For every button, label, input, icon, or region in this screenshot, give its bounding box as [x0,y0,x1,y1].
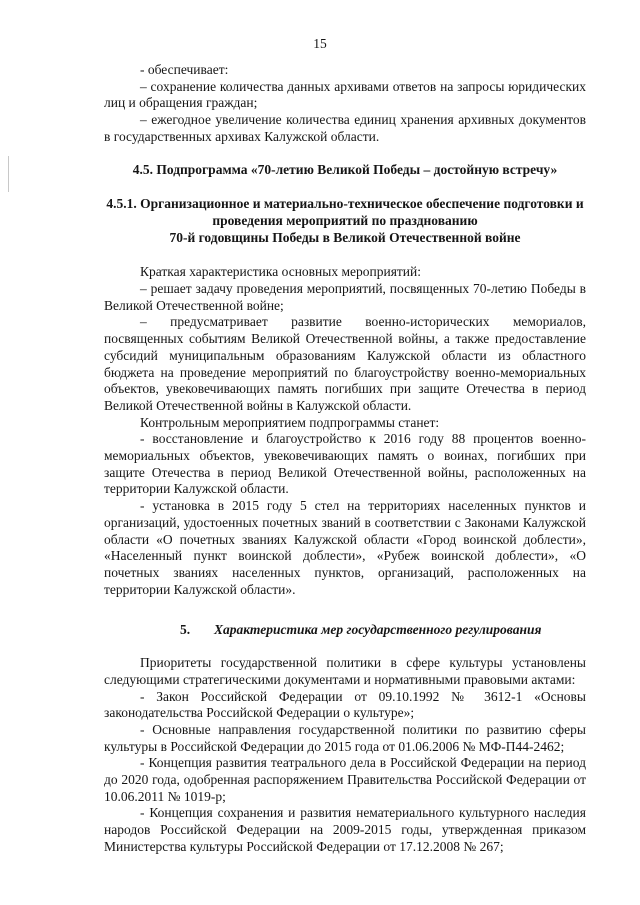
paragraph: - Основные направления государственной политики по развитию сферы культуры в Российской Федерации до 2015 года от 01.06.2006 № МФ-П44-2462; [104,721,586,754]
paragraph: - Закон Российской Федерации от 09.10.1992 № 3612-1 «Основы законодательства Российской Федерации о культуре»; [104,688,586,721]
section-5-heading [104,622,586,639]
paragraph: - восстановление и благоустройство к 2016 году 88 процентов военно-мемориальных объектов, увековечивающих память о воинах, погибших при защите Отечества в период Великой Отечественной войны, расположенных на территории Калужской области. [104,431,586,497]
paragraph: Контрольным мероприятием подпрограммы станет: [140,414,440,430]
heading-4-5-1-line2: проведения мероприятий по празднованию [212,212,478,228]
section-5-title: Характеристика мер государственного регулирования [214,622,542,638]
heading-4-5-1-line1: 4.5.1. Организационное и материально-техническое обеспечение подготовки и [106,196,584,212]
heading-4-5: 4.5. Подпрограмма «70-летию Великой Победы – достойную встречу» [132,161,558,177]
paragraph: - Концепция сохранения и развития нематериального культурного наследия народов Российской Федерации на 2009-2015 годы, утвержденная приказом Министерства культуры Российской Федерации от 17.12.2008 № 267; [104,805,586,854]
paragraph: – решает задачу проведения мероприятий, посвященных 70-летию Победы в Великой Отечественной войне; [104,281,586,313]
paragraph: – предусматривает развитие военно-исторических мемориалов, посвященных событиям Великой Отечественной войны, а также предоставление субсидий муниципальным образованиям Калужской области из областного бюджета на проведение мероприятий по благоустройству военно-мемориальных объектов, увековечивающих память погибших при защите Отечества в период Великой Отечественной войны в Калужской области. [104,314,586,413]
paragraph: Приоритеты государственной политики в сфере культуры установлены следующими стратегическими документами и нормативными правовыми актами: [104,655,586,687]
paragraph: - Концепция развития театрального дела в Российской Федерации на период до 2020 года, одобренная распоряжением Правительства Российской Федерации от 10.06.2011 № 1019-р; [104,755,586,804]
paragraph: - обеспечивает: [140,62,229,77]
page-number: 15 [313,36,327,51]
scan-edge-mark [8,156,9,192]
section-5-number: 5. [180,622,191,638]
page-content [104,62,586,856]
paragraph: Краткая характеристика основных мероприятий: [140,264,422,280]
heading-4-5-1-line3: 70-й годовщины Победы в Великой Отечественной войне [169,229,521,245]
paragraph: - установка в 2015 году 5 стел на территориях населенных пунктов и организаций, удостоенных почетных званий в соответствии с Законами Калужской области «О почетных званиях Калужской области «Город воинской доблести», «Населенный пункт воинской доблести», «Рубеж воинской доблести», «О почетных званиях населенных пунктов, организаций, расположенных на территории Калужской области». [104,498,586,597]
paragraph: – ежегодное увеличение количества единиц хранения архивных документов в государственных архивах Калужской области. [104,112,586,144]
paragraph: – сохранение количества данных архивами ответов на запросы юридических лиц и обращения граждан; [104,78,586,111]
